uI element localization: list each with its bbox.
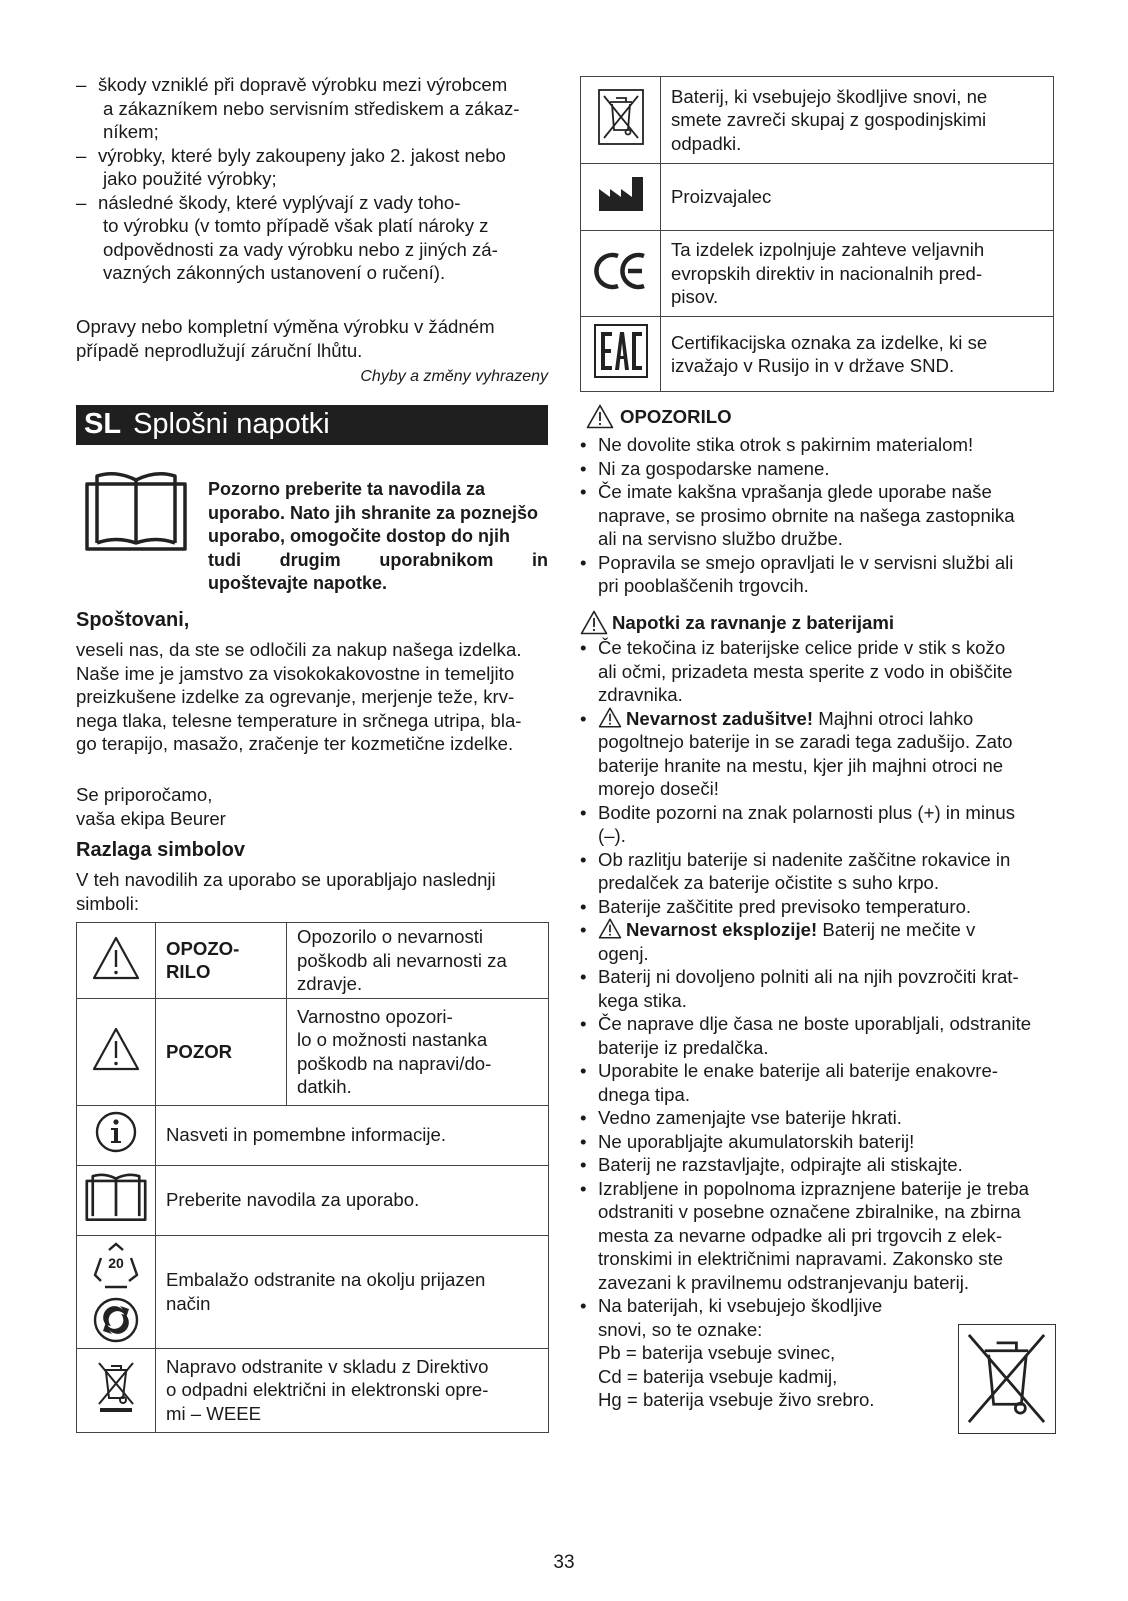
list-item: – škody vzniklé při dopravě výrobku mezi výrobcem a zákazníkem nebo servisním střediskem a zákaz- níkem; <box>76 74 520 142</box>
warning-triangle-icon <box>586 404 614 429</box>
symbols-intro: V teh navodilih za uporabo se uporabljajo naslednji simboli: <box>76 869 496 914</box>
list-item: • Nevarnost eksplozije! Baterij ne mečite v ogenj. <box>580 919 976 964</box>
table-row: Certifikacijska oznaka za izdelke, ki se izvažajo v Rusijo in v države SND. <box>581 317 1054 392</box>
list-item: • Izrabljene in popolnoma izpraznjene baterije je treba odstraniti v posebne označene zbiralnike, na zbirna mesta za nevarne odpadke ali pri trgovcih z elek- tronskimi in električnimi napravami. Zakonsko ste zavezani k pravilnemu odstranjevanju baterij. <box>580 1177 1030 1293</box>
list-item: • Ob razlitju baterije si nadenite zaščitne rokavice in predalček za baterije očistite s suho krpo. <box>580 848 1011 893</box>
list-item: • Baterij ne razstavljajte, odpirajte ali stiskajte. <box>580 1154 963 1175</box>
table-row: POZOR Varnostno opozori- lo o možnosti nastanka poškodb na napravi/do- datkih. <box>77 998 549 1105</box>
warning-triangle-icon <box>91 1026 141 1072</box>
list-item: • Popravila se smejo opravljati le v servisni službi ali pri pooblaščenih trgovcih. <box>580 551 1014 596</box>
warning-heading: OPOZORILO <box>586 404 732 429</box>
list-item: • Baterij ni dovoljeno polniti ali na njih povzročiti krat- kega stika. <box>580 966 1019 1011</box>
table-row: Proizvajalec <box>581 164 1054 231</box>
table-row: Napravo odstranite v skladu z Direktivo o odpadni električni in elektronski opre- mi – WEEE <box>77 1348 549 1432</box>
battery-list <box>580 636 1054 1412</box>
table-row: OPOZO- RILO Opozorilo o nevarnosti poškodb ali nevarnosti za zdravje. <box>77 923 549 999</box>
book-icon <box>85 1172 147 1222</box>
symbols-table <box>76 922 549 1433</box>
table-row: 20 Embalažo odstranite na okolju prijazen način <box>77 1235 549 1348</box>
warning-triangle-icon <box>91 935 141 981</box>
warning-triangle-icon <box>580 610 608 635</box>
list-item: • Ne uporabljajte akumulatorskih baterij! <box>580 1130 915 1152</box>
list-item: • Če tekočina iz baterijske celice pride v stik s kožo ali očmi, prizadeta mesta sperite z vodo in obiščite zdravnika. <box>580 637 1013 705</box>
list-item: • Baterije zaščitite pred previsoko temperaturo. <box>580 895 972 917</box>
list-item: • Če imate kakšna vprašanja glede uporabe naše naprave, se prosimo obrnite na našega zastopnika ali na servisno službo družbe. <box>580 481 1015 549</box>
weee-bin-icon <box>96 1360 136 1414</box>
list-item: • Nevarnost zadušitve! Majhni otroci lahko pogoltnejo baterije in se zaradi tega zadušijo. Zato baterije hranite na mestu, kjer jih majhni otroci ne morejo doseči! <box>580 707 1013 799</box>
warning-triangle-icon <box>598 707 622 728</box>
list-item: • Uporabite le enake baterije ali baterije enakovre- dnega tipa. <box>580 1060 999 1105</box>
table-row: Baterij, ki vsebujejo škodljive snovi, ne smete zavreči skupaj z gospodinjskimi odpadki. <box>581 77 1054 164</box>
battery-disposal-icon <box>597 88 645 146</box>
recycle-icon: 20 <box>91 1241 141 1291</box>
manufacturer-icon <box>596 175 646 213</box>
language-code: SL <box>84 408 122 441</box>
section-title: Splošni napotki <box>133 408 330 441</box>
list-item: – výrobky, které byly zakoupeny jako 2. jakost nebo jako použité výrobky; <box>76 144 506 189</box>
list-item: • Na baterijah, ki vsebujejo škodljive snovi, so te oznake: Pb = baterija vsebuje svinec, Cd = baterija vsebuje kadmij, Hg = baterija vsebuje živo srebro. <box>580 1295 883 1410</box>
warning-triangle-icon <box>598 918 622 939</box>
warranty-paragraph: Opravy nebo kompletní výměna výrobku v žádném případě neprodlužují záruční lhůtu. <box>76 316 495 361</box>
signature: Se priporočamo, vaša ekipa Beurer <box>76 784 226 829</box>
symbols-heading: Razlaga simbolov <box>76 839 245 861</box>
page-number: 33 <box>553 1552 575 1573</box>
book-icon <box>84 470 188 552</box>
list-item: • Bodite pozorni na znak polarnosti plus (+) in minus (–). <box>580 801 1016 846</box>
greeting-paragraph: veseli nas, da ste se odločili za nakup našega izdelka. Naše ime je jamstvo za visokokakovostne in temeljito preizkušene izdelke za ogrevanje, merjenje teže, krv- nega tlaka, telesne temperature in srčnega utripa, bla- go terapijo, masažo, zračenje ter kozmetične izdelke. <box>76 639 522 754</box>
list-item: • Ni za gospodarske namene. <box>580 457 830 479</box>
table-row: Nasveti in pomembne informacije. <box>77 1105 549 1165</box>
greeting-heading: Spoštovani, <box>76 609 190 631</box>
battery-heading: Napotki za ravnanje z baterijami <box>580 610 894 635</box>
list-item: • Vedno zamenjajte vse baterije hkrati. <box>580 1107 902 1128</box>
warning-list <box>580 433 1054 598</box>
intro-notice: Pozorno preberite ta navodila za uporabo. Nato jih shranite za poznejšo uporabo, omogočite dostop do njih tudi drugim uporabnikom in upoštevajte napotke. <box>208 479 548 593</box>
table-row: Ta izdelek izpolnjuje zahteve veljavnih evropskih direktiv in nacionalnih pred- pisov. <box>581 231 1054 317</box>
ce-mark-icon <box>593 251 649 291</box>
crossed-bin-icon <box>958 1324 1056 1434</box>
section-header <box>76 405 548 445</box>
errata-note: Chyby a změny vyhrazeny <box>360 368 548 385</box>
info-icon <box>94 1110 138 1154</box>
table-row: Preberite navodila za uporabo. <box>77 1165 549 1235</box>
list-item: • Ne dovolite stika otrok s pakirnim materialom! <box>580 434 974 455</box>
exclusion-list <box>76 73 548 285</box>
green-dot-icon <box>93 1297 139 1343</box>
eac-mark-icon <box>593 323 649 379</box>
list-item: – následné škody, které vyplývají z vady toho- to výrobku (v tomto případě však platí nároky z odpovědnosti za vady výrobku nebo z jiných zá- vazných zákonných ustanovení o ručení). <box>76 191 498 283</box>
symbols-table-continued <box>580 76 1054 392</box>
list-item: • Če naprave dlje časa ne boste uporabljali, odstranite baterije iz predalčka. <box>580 1013 1032 1058</box>
